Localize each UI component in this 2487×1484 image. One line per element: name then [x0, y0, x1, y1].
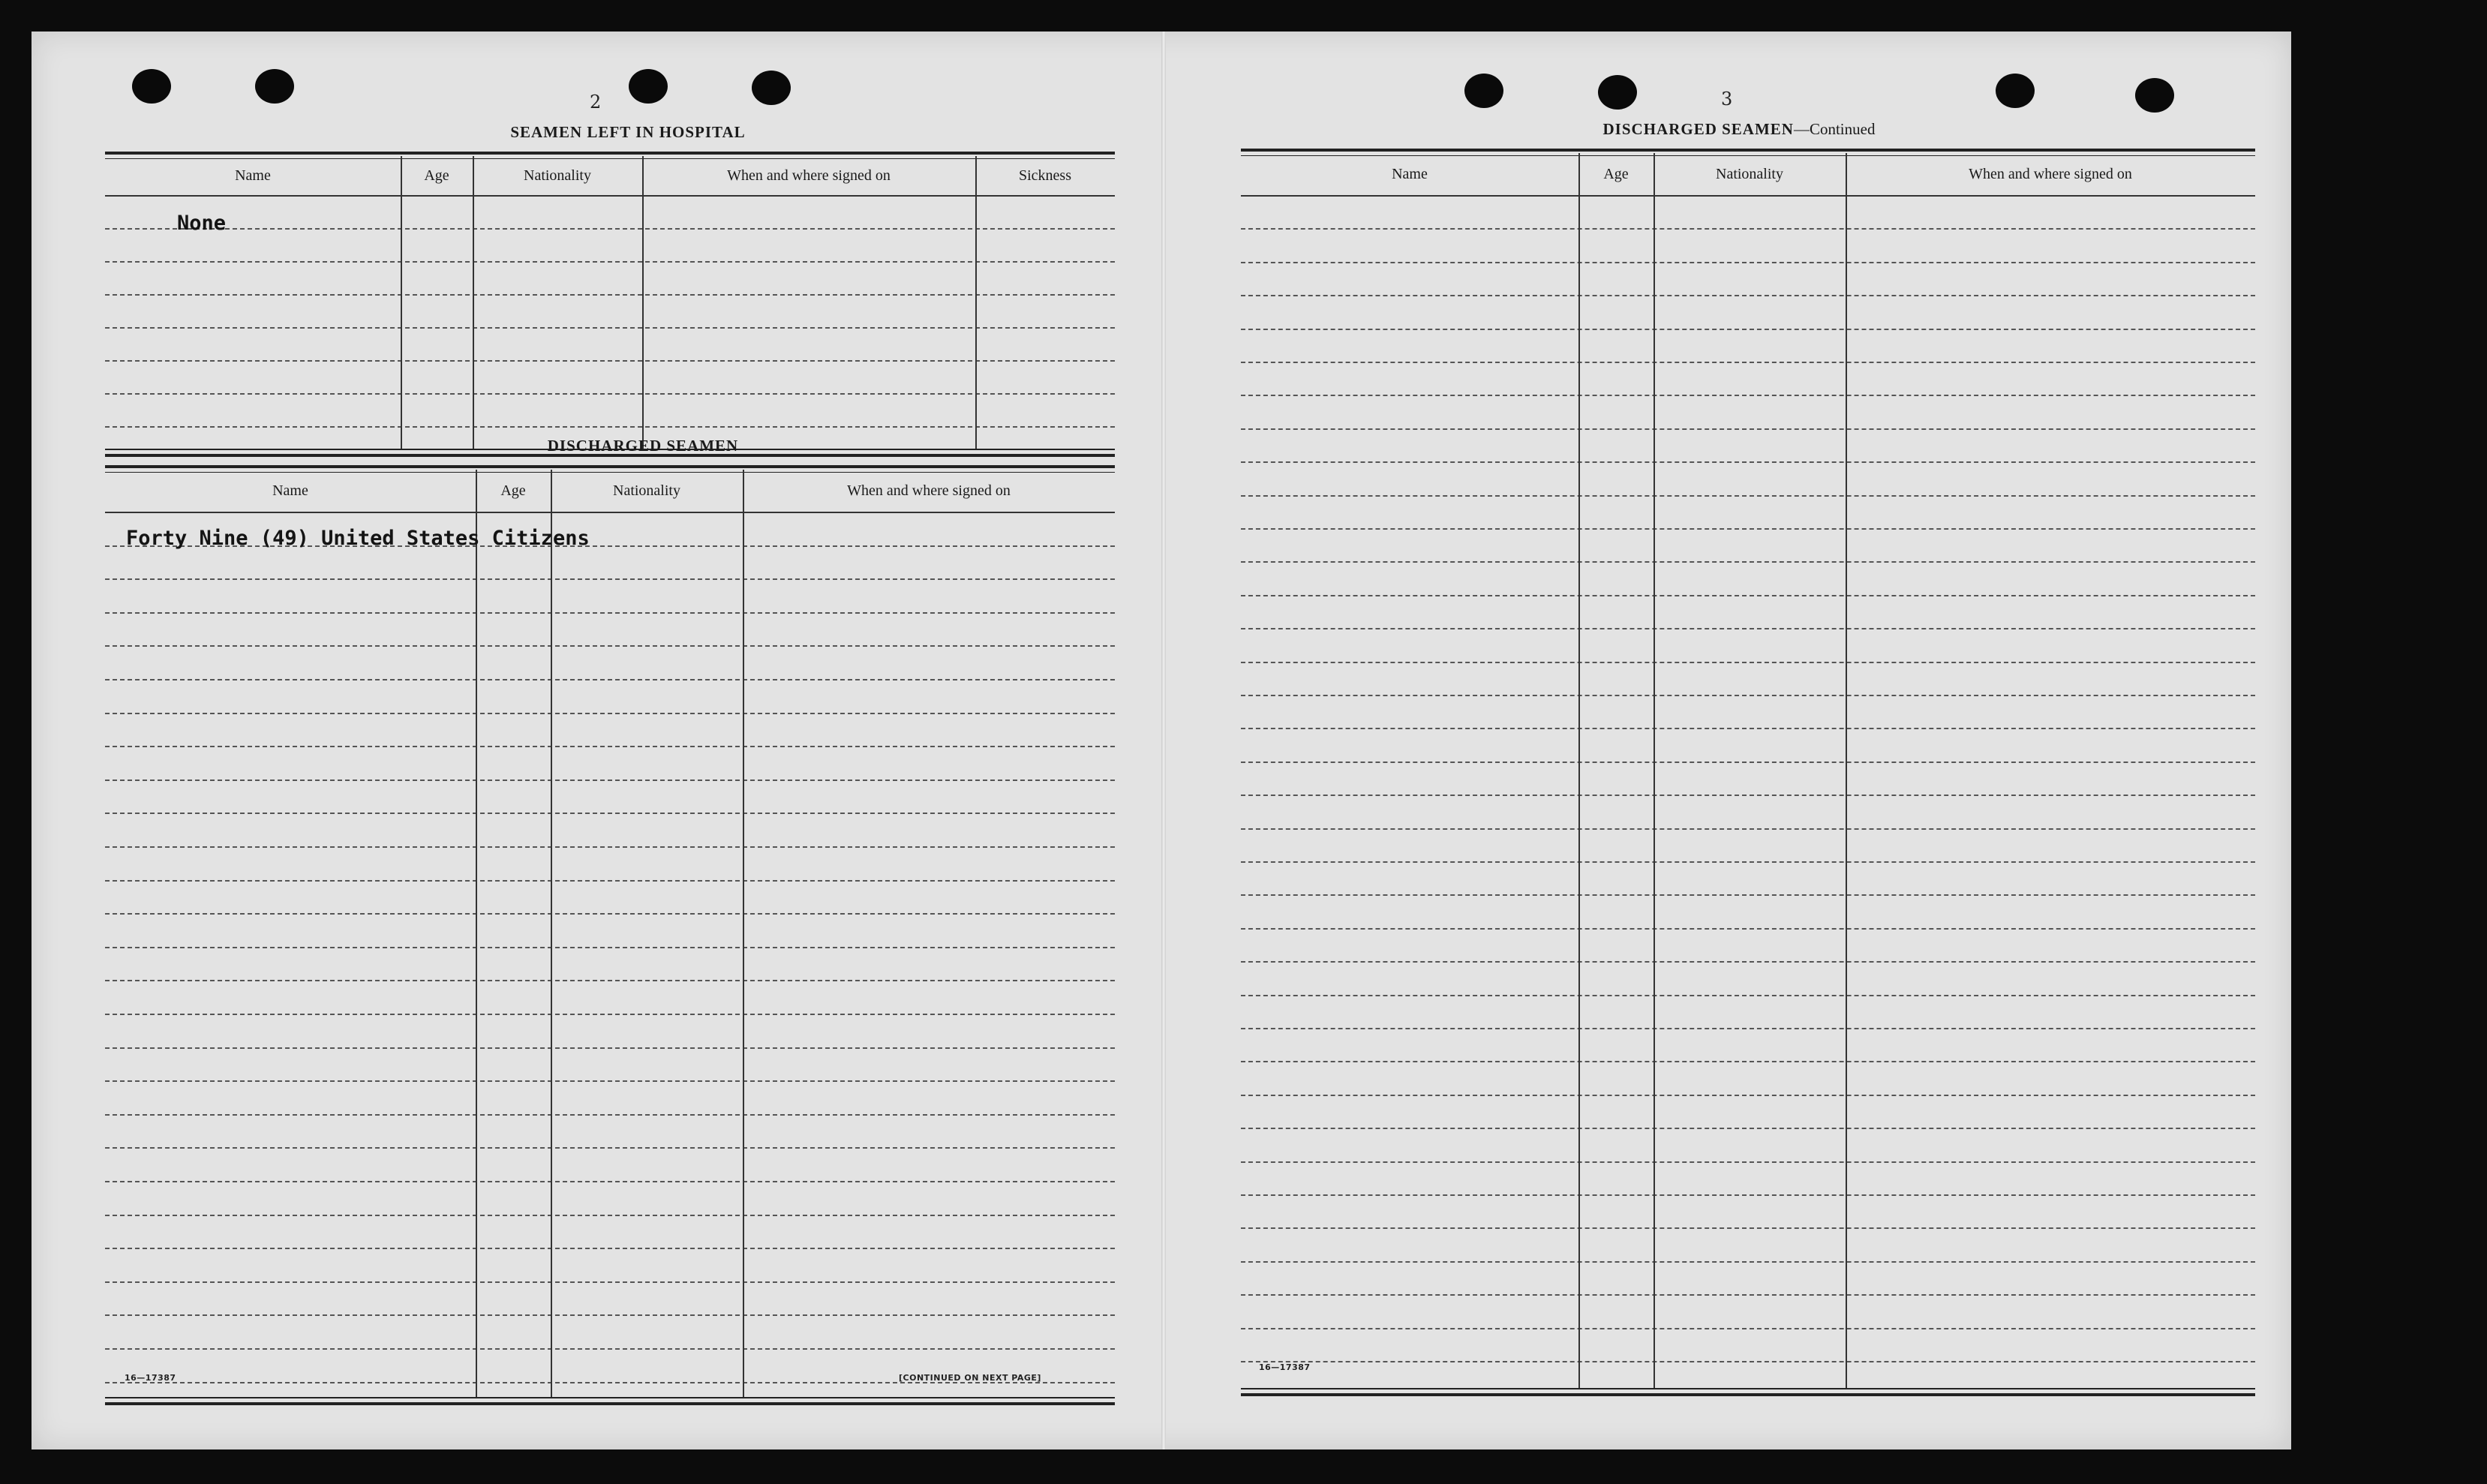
- row-line: [105, 1080, 1115, 1082]
- row-line: [105, 746, 1115, 747]
- row-line: [1241, 1227, 2255, 1229]
- column-divider: [401, 156, 402, 449]
- row-line: [1241, 728, 2255, 729]
- column-header: When and where signed on: [1969, 166, 2132, 182]
- row-line: [105, 913, 1115, 915]
- row-line: [105, 645, 1115, 647]
- punch-hole: [752, 71, 791, 105]
- row-line: [1241, 628, 2255, 629]
- row-line: [1241, 428, 2255, 430]
- column-divider: [1653, 153, 1655, 1388]
- row-line: [105, 1114, 1115, 1116]
- hospital-table: [105, 152, 1115, 453]
- row-line: [105, 713, 1115, 714]
- right-page: [1161, 32, 2291, 1449]
- table-bottom-rule: [1241, 1388, 2255, 1396]
- row-line: [1241, 762, 2255, 763]
- row-line: [1241, 228, 2255, 230]
- row-line: [105, 1281, 1115, 1283]
- row-line: [105, 294, 1115, 296]
- row-line: [105, 1215, 1115, 1216]
- page-number: 3: [1721, 89, 1733, 110]
- column-divider: [1578, 153, 1580, 1388]
- row-line: [105, 228, 1115, 230]
- row-line: [1241, 1194, 2255, 1196]
- row-line: [105, 780, 1115, 781]
- row-line: [105, 980, 1115, 981]
- column-header: Age: [500, 482, 526, 499]
- row-line: [105, 1181, 1115, 1182]
- punch-hole: [1996, 74, 2035, 108]
- row-line: [1241, 1261, 2255, 1263]
- row-line: [1241, 1028, 2255, 1029]
- row-line: [105, 1014, 1115, 1015]
- column-divider: [642, 156, 644, 449]
- row-line: [1241, 595, 2255, 596]
- row-line: [1241, 561, 2255, 563]
- row-line: [1241, 961, 2255, 963]
- column-divider: [975, 156, 977, 449]
- row-line: [105, 360, 1115, 362]
- punch-hole: [2135, 78, 2174, 113]
- column-header: Sickness: [1019, 167, 1071, 184]
- form-number: 16—17387: [1259, 1362, 1311, 1372]
- row-line: [105, 880, 1115, 882]
- document-sheet: [32, 32, 2291, 1449]
- column-header: Name: [272, 482, 308, 499]
- column-divider: [743, 470, 744, 1397]
- row-line: [105, 426, 1115, 428]
- column-divider: [1846, 153, 1847, 1388]
- row-line: [1241, 861, 2255, 863]
- row-line: [1241, 495, 2255, 497]
- row-line: [105, 1248, 1115, 1249]
- row-line: [1241, 1294, 2255, 1296]
- right-title-main: DISCHARGED SEAMEN: [1602, 120, 1794, 138]
- column-header: Name: [1392, 166, 1428, 182]
- row-line: [1241, 1128, 2255, 1129]
- row-line: [105, 1047, 1115, 1049]
- row-line: [1241, 1161, 2255, 1163]
- row-line: [1241, 362, 2255, 363]
- table-top-rule: [1241, 149, 2255, 156]
- row-line: [105, 846, 1115, 848]
- row-line: [1241, 795, 2255, 796]
- punch-hole: [629, 69, 668, 104]
- column-header: Nationality: [524, 167, 591, 184]
- right-title-suffix: —Continued: [1793, 120, 1876, 138]
- right-section-title: [1334, 120, 2144, 139]
- column-header: When and where signed on: [727, 167, 891, 184]
- table-top-rule: [105, 465, 1115, 473]
- continued-table: [1241, 149, 2255, 1392]
- left-page: [32, 32, 1161, 1449]
- row-line: [1241, 528, 2255, 530]
- column-header: Name: [235, 167, 271, 184]
- punch-hole: [255, 69, 294, 104]
- row-line: [1241, 894, 2255, 896]
- row-line: [105, 1348, 1115, 1350]
- form-number: 16—17387: [125, 1373, 176, 1383]
- row-line: [105, 1147, 1115, 1149]
- row-line: [105, 1314, 1115, 1316]
- row-line: [105, 261, 1115, 263]
- column-header: Nationality: [613, 482, 680, 499]
- header-divider: [105, 195, 1115, 197]
- header-divider: [105, 512, 1115, 513]
- column-header: Nationality: [1716, 166, 1783, 182]
- row-line: [105, 393, 1115, 395]
- punch-hole: [132, 69, 171, 104]
- discharged-table: [105, 465, 1115, 1401]
- row-line: [1241, 828, 2255, 830]
- row-line: [1241, 662, 2255, 663]
- discharged-section-title: DISCHARGED SEAMEN: [547, 437, 739, 455]
- row-line: [1241, 295, 2255, 296]
- row-line: [1241, 695, 2255, 696]
- header-divider: [1241, 195, 2255, 197]
- row-line: [1241, 1328, 2255, 1329]
- row-line: [1241, 395, 2255, 396]
- continued-note: [CONTINUED ON NEXT PAGE]: [899, 1373, 1041, 1383]
- row-line: [105, 813, 1115, 814]
- row-line: [105, 612, 1115, 614]
- column-header: Age: [424, 167, 449, 184]
- column-divider: [476, 470, 477, 1397]
- row-line: [1241, 1061, 2255, 1062]
- row-line: [105, 947, 1115, 948]
- row-line: [105, 578, 1115, 580]
- column-divider: [551, 470, 552, 1397]
- row-line: [1241, 262, 2255, 263]
- row-line: [1241, 1095, 2255, 1096]
- hospital-entry: None: [177, 212, 227, 235]
- page-number: 2: [590, 92, 602, 113]
- row-line: [105, 679, 1115, 680]
- row-line: [1241, 995, 2255, 996]
- punch-hole: [1464, 74, 1503, 108]
- column-divider: [473, 156, 474, 449]
- table-bottom-rule: [105, 1397, 1115, 1405]
- discharged-entry: Forty Nine (49) United States Citizens: [126, 527, 590, 550]
- table-top-rule: [105, 152, 1115, 159]
- row-line: [1241, 461, 2255, 463]
- row-line: [1241, 928, 2255, 930]
- row-line: [1241, 1361, 2255, 1362]
- column-header: Age: [1603, 166, 1629, 182]
- column-header: When and where signed on: [847, 482, 1011, 499]
- row-line: [1241, 329, 2255, 330]
- punch-hole: [1598, 75, 1637, 110]
- row-line: [105, 327, 1115, 329]
- hospital-section-title: SEAMEN LEFT IN HOSPITAL: [510, 123, 746, 141]
